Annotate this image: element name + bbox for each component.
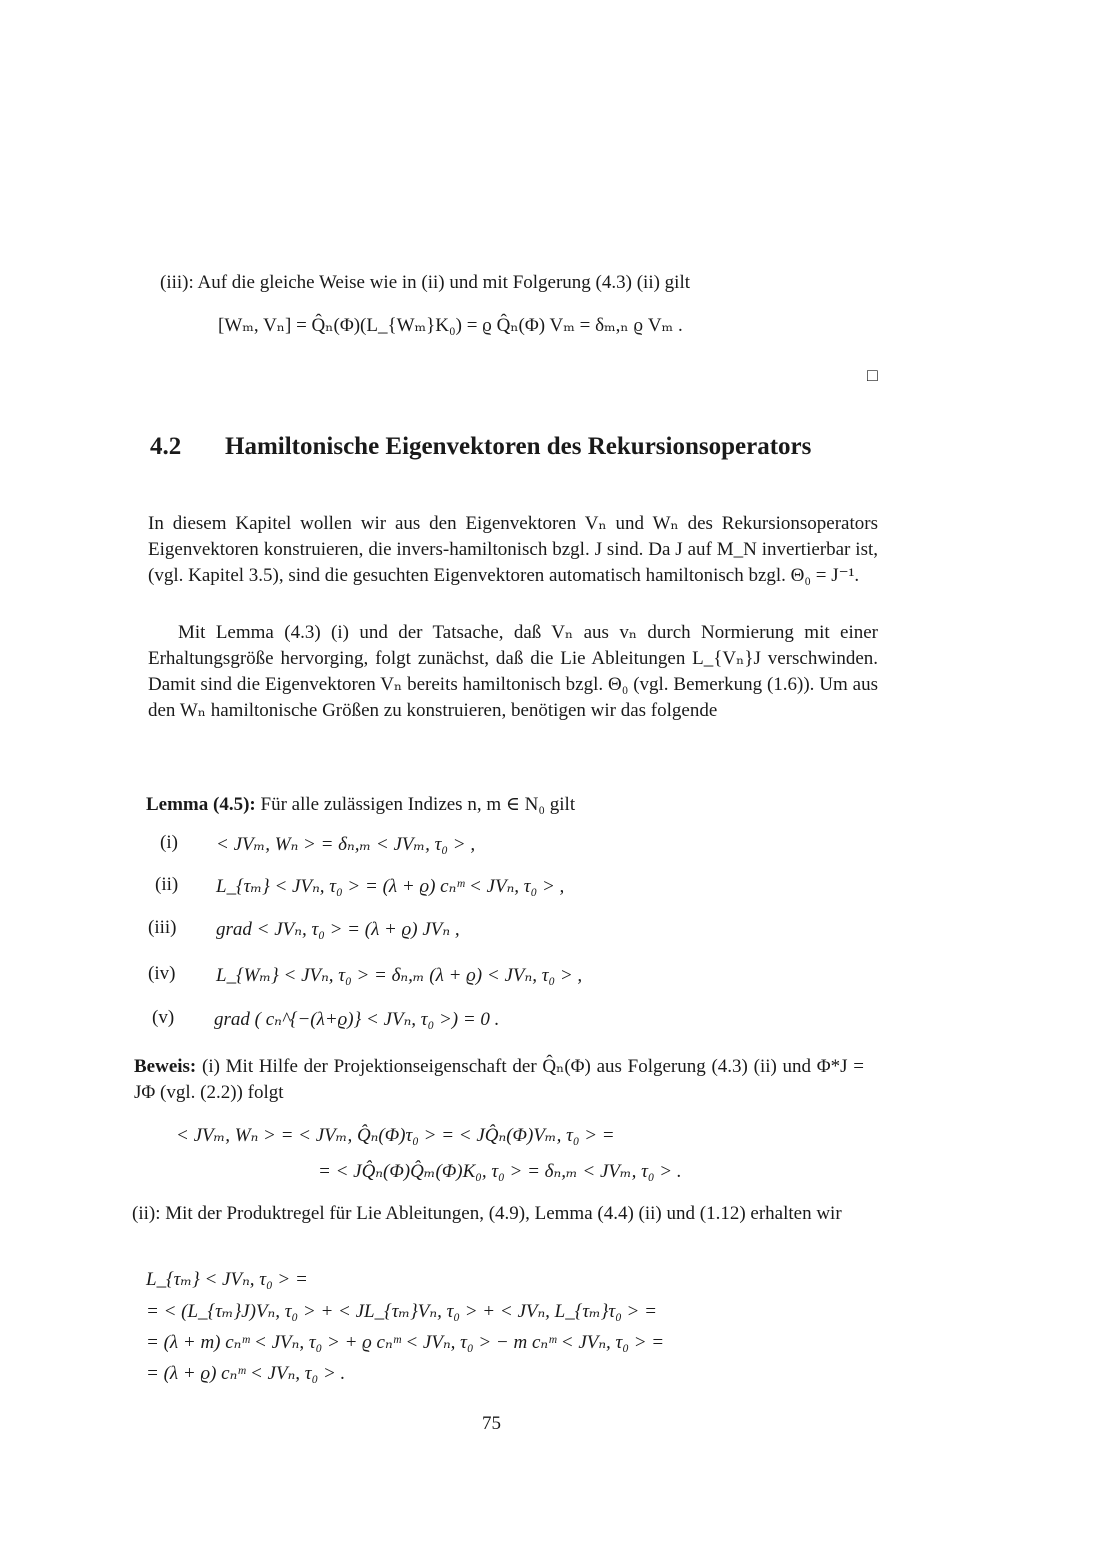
lemma-item-label: (iii) (148, 917, 177, 938)
qed-square: □ (867, 365, 878, 385)
proof-iii-intro: (iii): Auf die gleiche Weise wie in (ii) und mit Folgerung (4.3) (ii) gilt (160, 272, 691, 293)
lemma-item-formula: L_{τₘ} < JVₙ, τ₀ > = (λ + ϱ) cₙᵐ < JVₙ, τ₀ > , (216, 876, 565, 897)
section-paragraph-1: In diesem Kapitel wollen wir aus den Eigenvektoren Vₙ und Wₙ des Rekursionsoperators Eigenvektoren konstruieren, die invers-hamiltonisch bzgl. J sind. Da J auf M_N invertierbar ist, (vgl. Kapitel 3.5), sind die gesuchten Eigenvektoren automatisch hamiltonisch bzgl. Θ₀ = J⁻¹. (148, 513, 878, 586)
lemma-statement: Für alle zulässigen Indizes n, m ∈ N₀ gilt (260, 794, 576, 815)
lemma-heading (146, 795, 575, 814)
lemma-item-label: (v) (152, 1007, 175, 1028)
lemma-item-formula: < JVₘ, Wₙ > = δₙ,ₘ < JVₘ, τ₀ > , (216, 834, 476, 855)
proof-i-text (134, 1054, 864, 1106)
proof-iii-equation: [Wₘ, Vₙ] = Q̂ₙ(Φ)(L_{Wₘ}K₀) = ϱ Q̂ₙ(Φ) Vₘ = δₘ,ₙ ϱ Vₘ . (218, 315, 683, 336)
lemma-item-formula: grad < JVₙ, τ₀ > = (λ + ϱ) JVₙ , (216, 919, 460, 940)
lemma-item-label: (ii) (155, 874, 179, 895)
section-title: Hamiltonische Eigenvektoren des Rekursionsoperators (225, 433, 812, 460)
page-number: 75 (482, 1413, 501, 1434)
section-number: 4.2 (150, 433, 182, 460)
lemma-item-label: (iv) (148, 963, 176, 984)
lemma-item-label: (i) (160, 832, 178, 853)
proof-ii-equation-line: = (λ + ϱ) cₙᵐ < JVₙ, τ₀ > . (146, 1363, 346, 1384)
section-paragraph-2: Mit Lemma (4.3) (i) und der Tatsache, daß Vₙ aus vₙ durch Normierung mit einer Erhaltungsgröße hervorging, folgt zunächst, daß die Lie Ableitungen L_{Vₙ}J verschwinden. Damit sind die Eigenvektoren Vₙ bereits hamiltonisch bzgl. Θ₀ (vgl. Bemerkung (1.6)). Um aus den Wₙ hamiltonische Größen zu konstruieren, benötigen wir das folgende (148, 622, 878, 721)
proof-ii-equation-line: L_{τₘ} < JVₙ, τ₀ > = (146, 1269, 308, 1290)
lemma-item-formula: L_{Wₘ} < JVₙ, τ₀ > = δₙ,ₘ (λ + ϱ) < JVₙ, τ₀ > , (216, 965, 583, 986)
proof-i-equation-line1: < JVₘ, Wₙ > = < JVₘ, Q̂ₙ(Φ)τ₀ > = < JQ̂ₙ(Φ)Vₘ, τ₀ > = (176, 1125, 615, 1146)
proof-i-equation-line2: = < JQ̂ₙ(Φ)Q̂ₘ(Φ)K₀, τ₀ > = δₙ,ₘ < JVₘ, τ₀ > . (318, 1161, 682, 1182)
proof-ii-equation-line: = < (L_{τₘ}J)Vₙ, τ₀ > + < JL_{τₘ}Vₙ, τ₀ > + < JVₙ, L_{τₘ}τ₀ > = (146, 1301, 657, 1322)
proof-ii-equation-line: = (λ + m) cₙᵐ < JVₙ, τ₀ > + ϱ cₙᵐ < JVₙ, τ₀ > − m cₙᵐ < JVₙ, τ₀ > = (146, 1332, 665, 1353)
proof-ii-text: (ii): Mit der Produktregel für Lie Ableitungen, (4.9), Lemma (4.4) (ii) und (1.12) erhalten wir (132, 1203, 842, 1224)
proof-label: Beweis: (134, 1056, 197, 1077)
lemma-item-formula: grad ( cₙ^{−(λ+ϱ)} < JVₙ, τ₀ >) = 0 . (214, 1009, 500, 1030)
lemma-label: Lemma (4.5): (146, 794, 256, 815)
proof-i-body: (i) Mit Hilfe der Projektionseigenschaft der Q̂ₙ(Φ) aus Folgerung (4.3) (ii) und Φ*J = JΦ (vgl. (2.2)) folgt (134, 1056, 865, 1103)
